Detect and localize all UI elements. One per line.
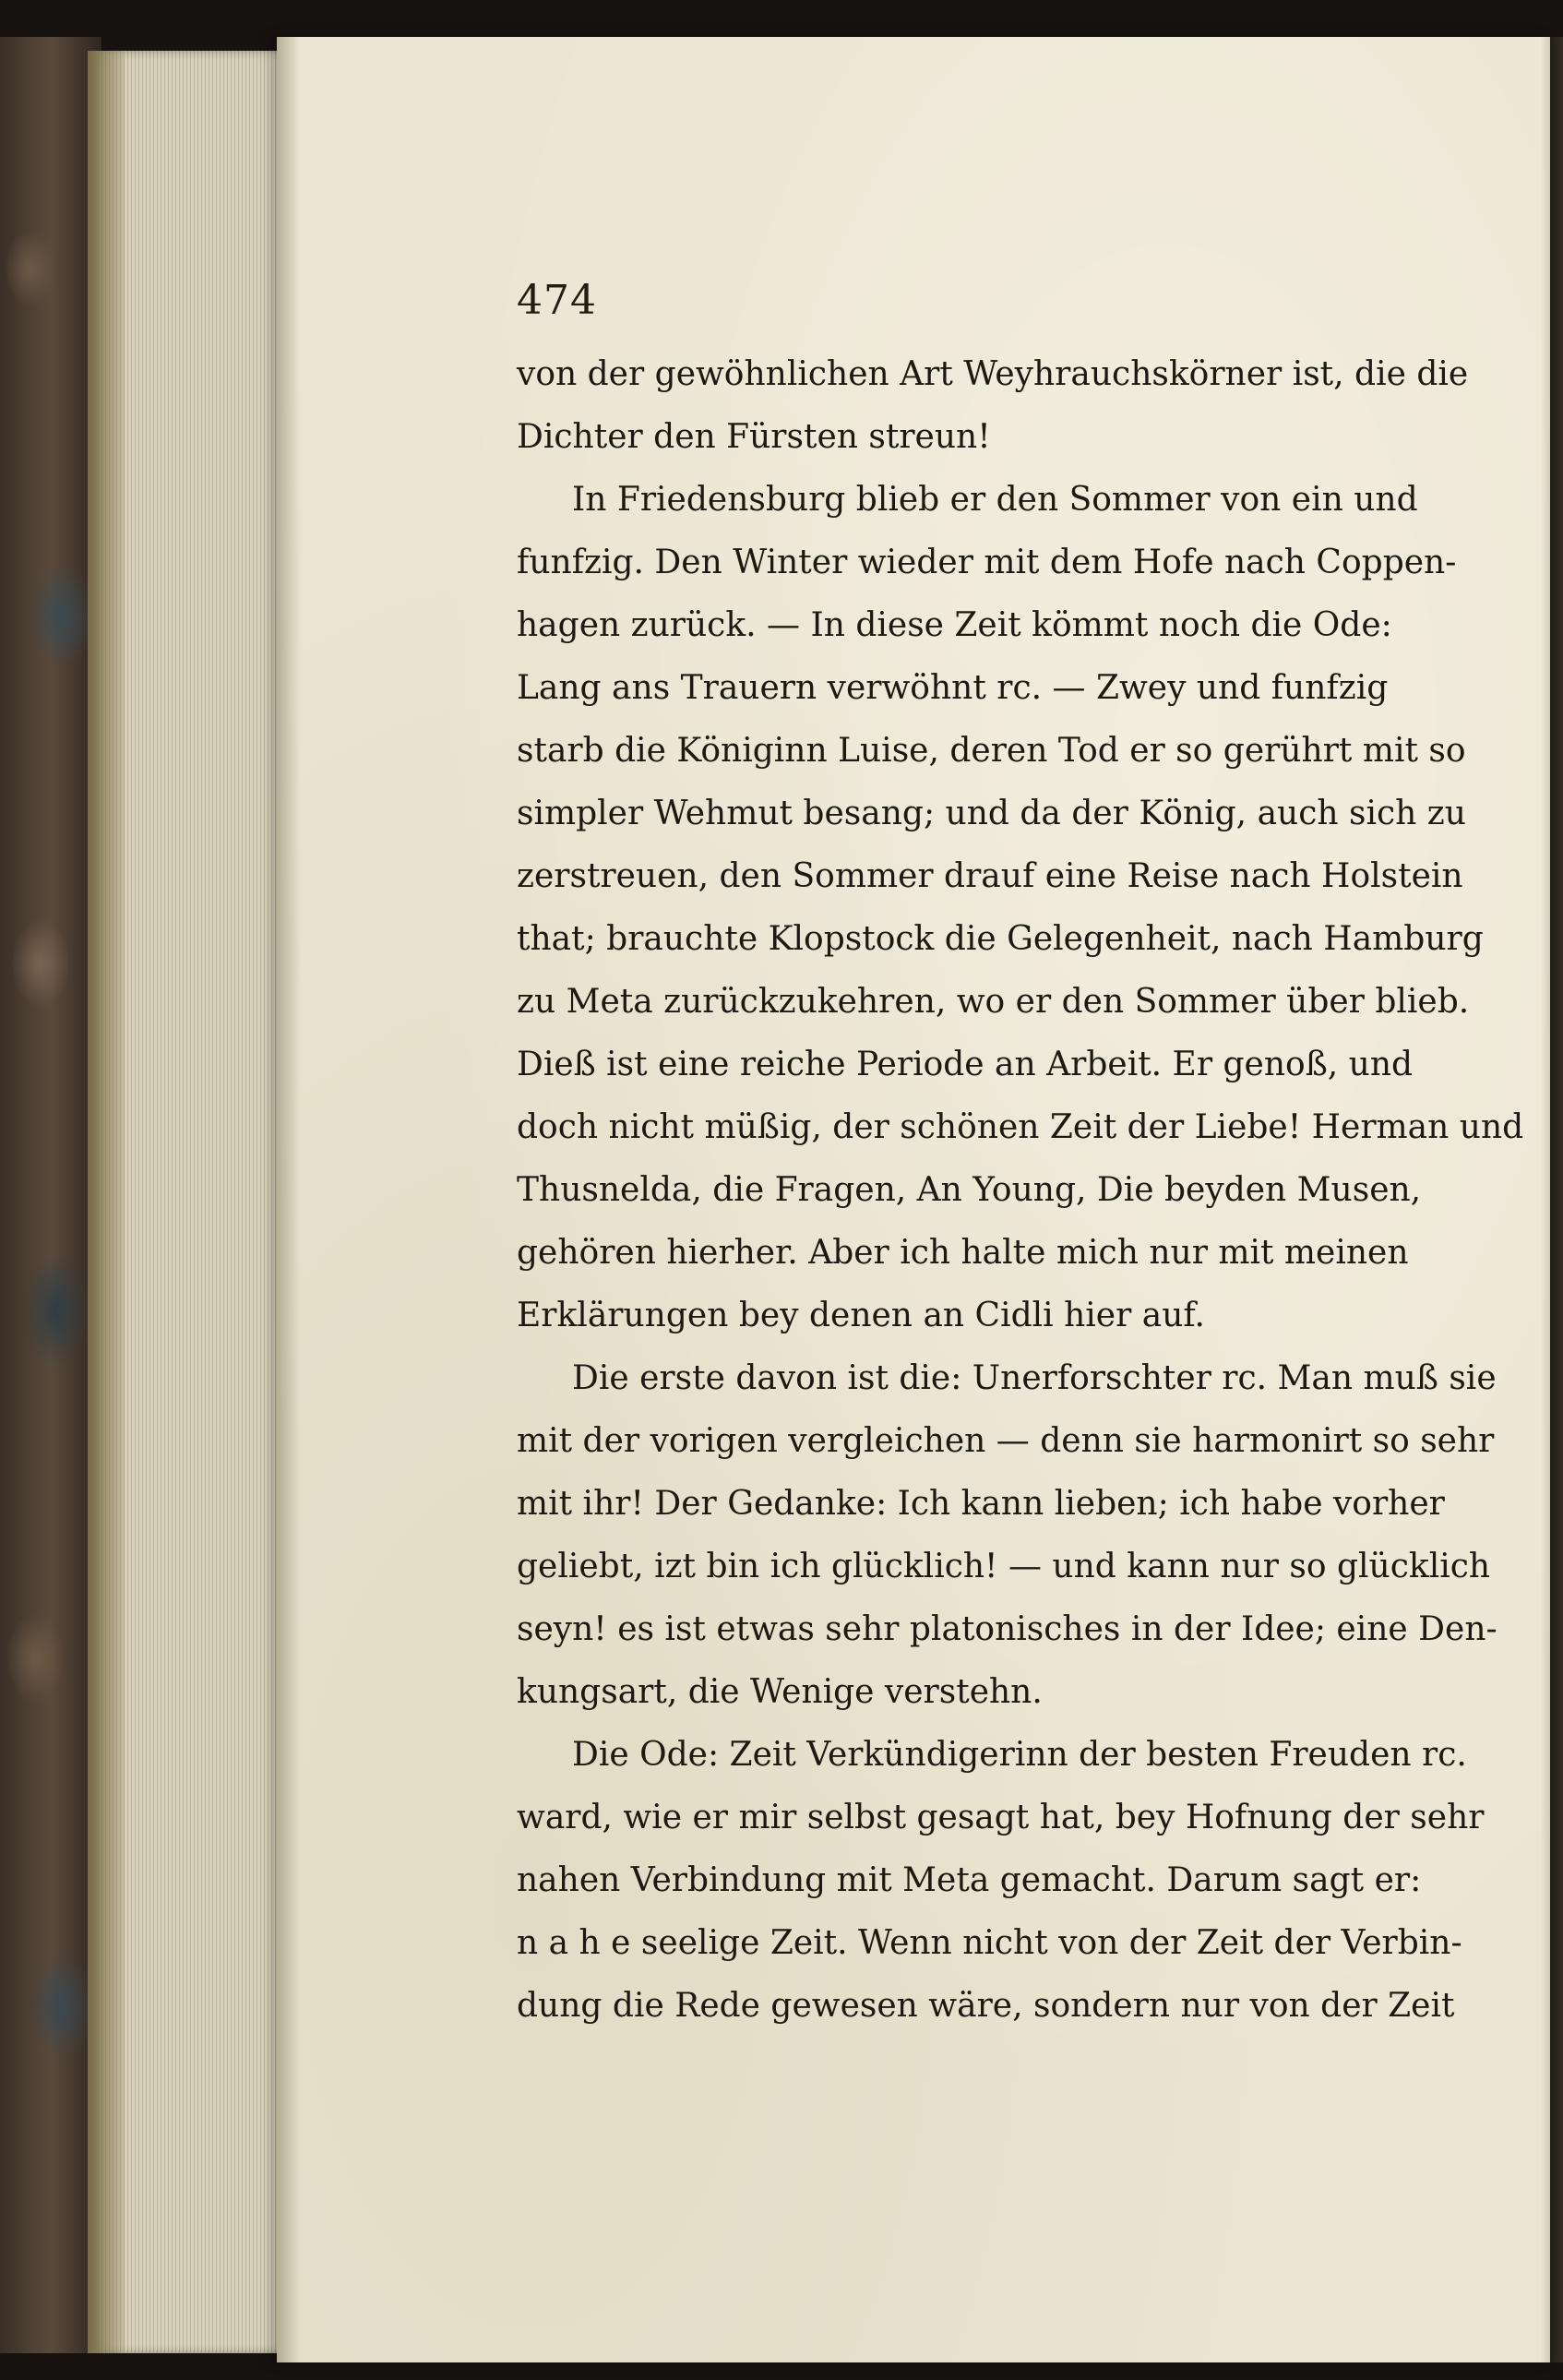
text-line: starb die Königinn Luise, deren Tod er so gerührt mit so (517, 732, 1466, 770)
text-line: nahen Verbindung mit Meta gemacht. Darum sagt er: (517, 1861, 1422, 1899)
page-gutter-shadow (277, 37, 301, 2362)
text-line: Erklärungen bey denen an Cidli hier auf. (517, 1297, 1205, 1334)
text-line: kungsart, die Wenige verstehn. (517, 1673, 1043, 1711)
text-line: that; brauchte Klopstock die Gelegenheit, nach Hamburg (517, 920, 1484, 958)
paragraph-start-line: Die Ode: Zeit Verkündigerinn der besten Freuden rc. (572, 1736, 1467, 1774)
page-number: 474 (517, 277, 597, 324)
page-edges-stack (88, 51, 291, 2353)
text-line: Dieß ist eine reiche Periode an Arbeit. Er genoß, und (517, 1046, 1414, 1083)
paragraph-start-line: In Friedensburg blieb er den Sommer von ein und (572, 481, 1418, 519)
text-line: n a h e seelige Zeit. Wenn nicht von der Zeit der Verbin- (517, 1924, 1462, 1962)
text-line: funfzig. Den Winter wieder mit dem Hofe nach Coppen- (517, 544, 1457, 581)
text-line: mit ihr! Der Gedanke: Ich kann lieben; ich habe vorher (517, 1485, 1445, 1523)
text-line: dung die Rede gewesen wäre, sondern nur von der Zeit (517, 1987, 1455, 2025)
page-right-edge (1541, 37, 1563, 2362)
text-line: zerstreuen, den Sommer drauf eine Reise nach Holstein (517, 857, 1463, 895)
paragraph-start-line: Die erste davon ist die: Unerforschter rc. Man muß sie (572, 1359, 1497, 1397)
text-line: simpler Wehmut besang; und da der König, auch sich zu (517, 795, 1466, 832)
text-line: Dichter den Fürsten streun! (517, 418, 991, 456)
page-body-text (517, 343, 1524, 2038)
text-line: hagen zurück. — In diese Zeit kömmt noch die Ode: (517, 606, 1392, 644)
text-line: mit der vorigen vergleichen — denn sie harmonirt so sehr (517, 1422, 1495, 1460)
text-line: seyn! es ist etwas sehr platonisches in der Idee; eine Den- (517, 1610, 1497, 1648)
text-line: zu Meta zurückzukehren, wo er den Sommer über blieb. (517, 983, 1470, 1021)
text-line: von der gewöhnlichen Art Weyhrauchskörner ist, die die (517, 355, 1469, 393)
text-line: ward, wie er mir selbst gesagt hat, bey Hofnung der sehr (517, 1799, 1485, 1836)
text-line: doch nicht müßig, der schönen Zeit der Liebe! Herman und (517, 1108, 1524, 1146)
text-line: geliebt, izt bin ich glücklich! — und kann nur so glücklich (517, 1548, 1491, 1585)
text-line: gehören hierher. Aber ich halte mich nur mit meinen (517, 1234, 1409, 1272)
text-line: Thusnelda, die Fragen, An Young, Die beyden Musen, (517, 1171, 1422, 1209)
text-line: Lang ans Trauern verwöhnt rc. — Zwey und funfzig (517, 669, 1389, 707)
marbled-cover-edge (0, 37, 101, 2353)
